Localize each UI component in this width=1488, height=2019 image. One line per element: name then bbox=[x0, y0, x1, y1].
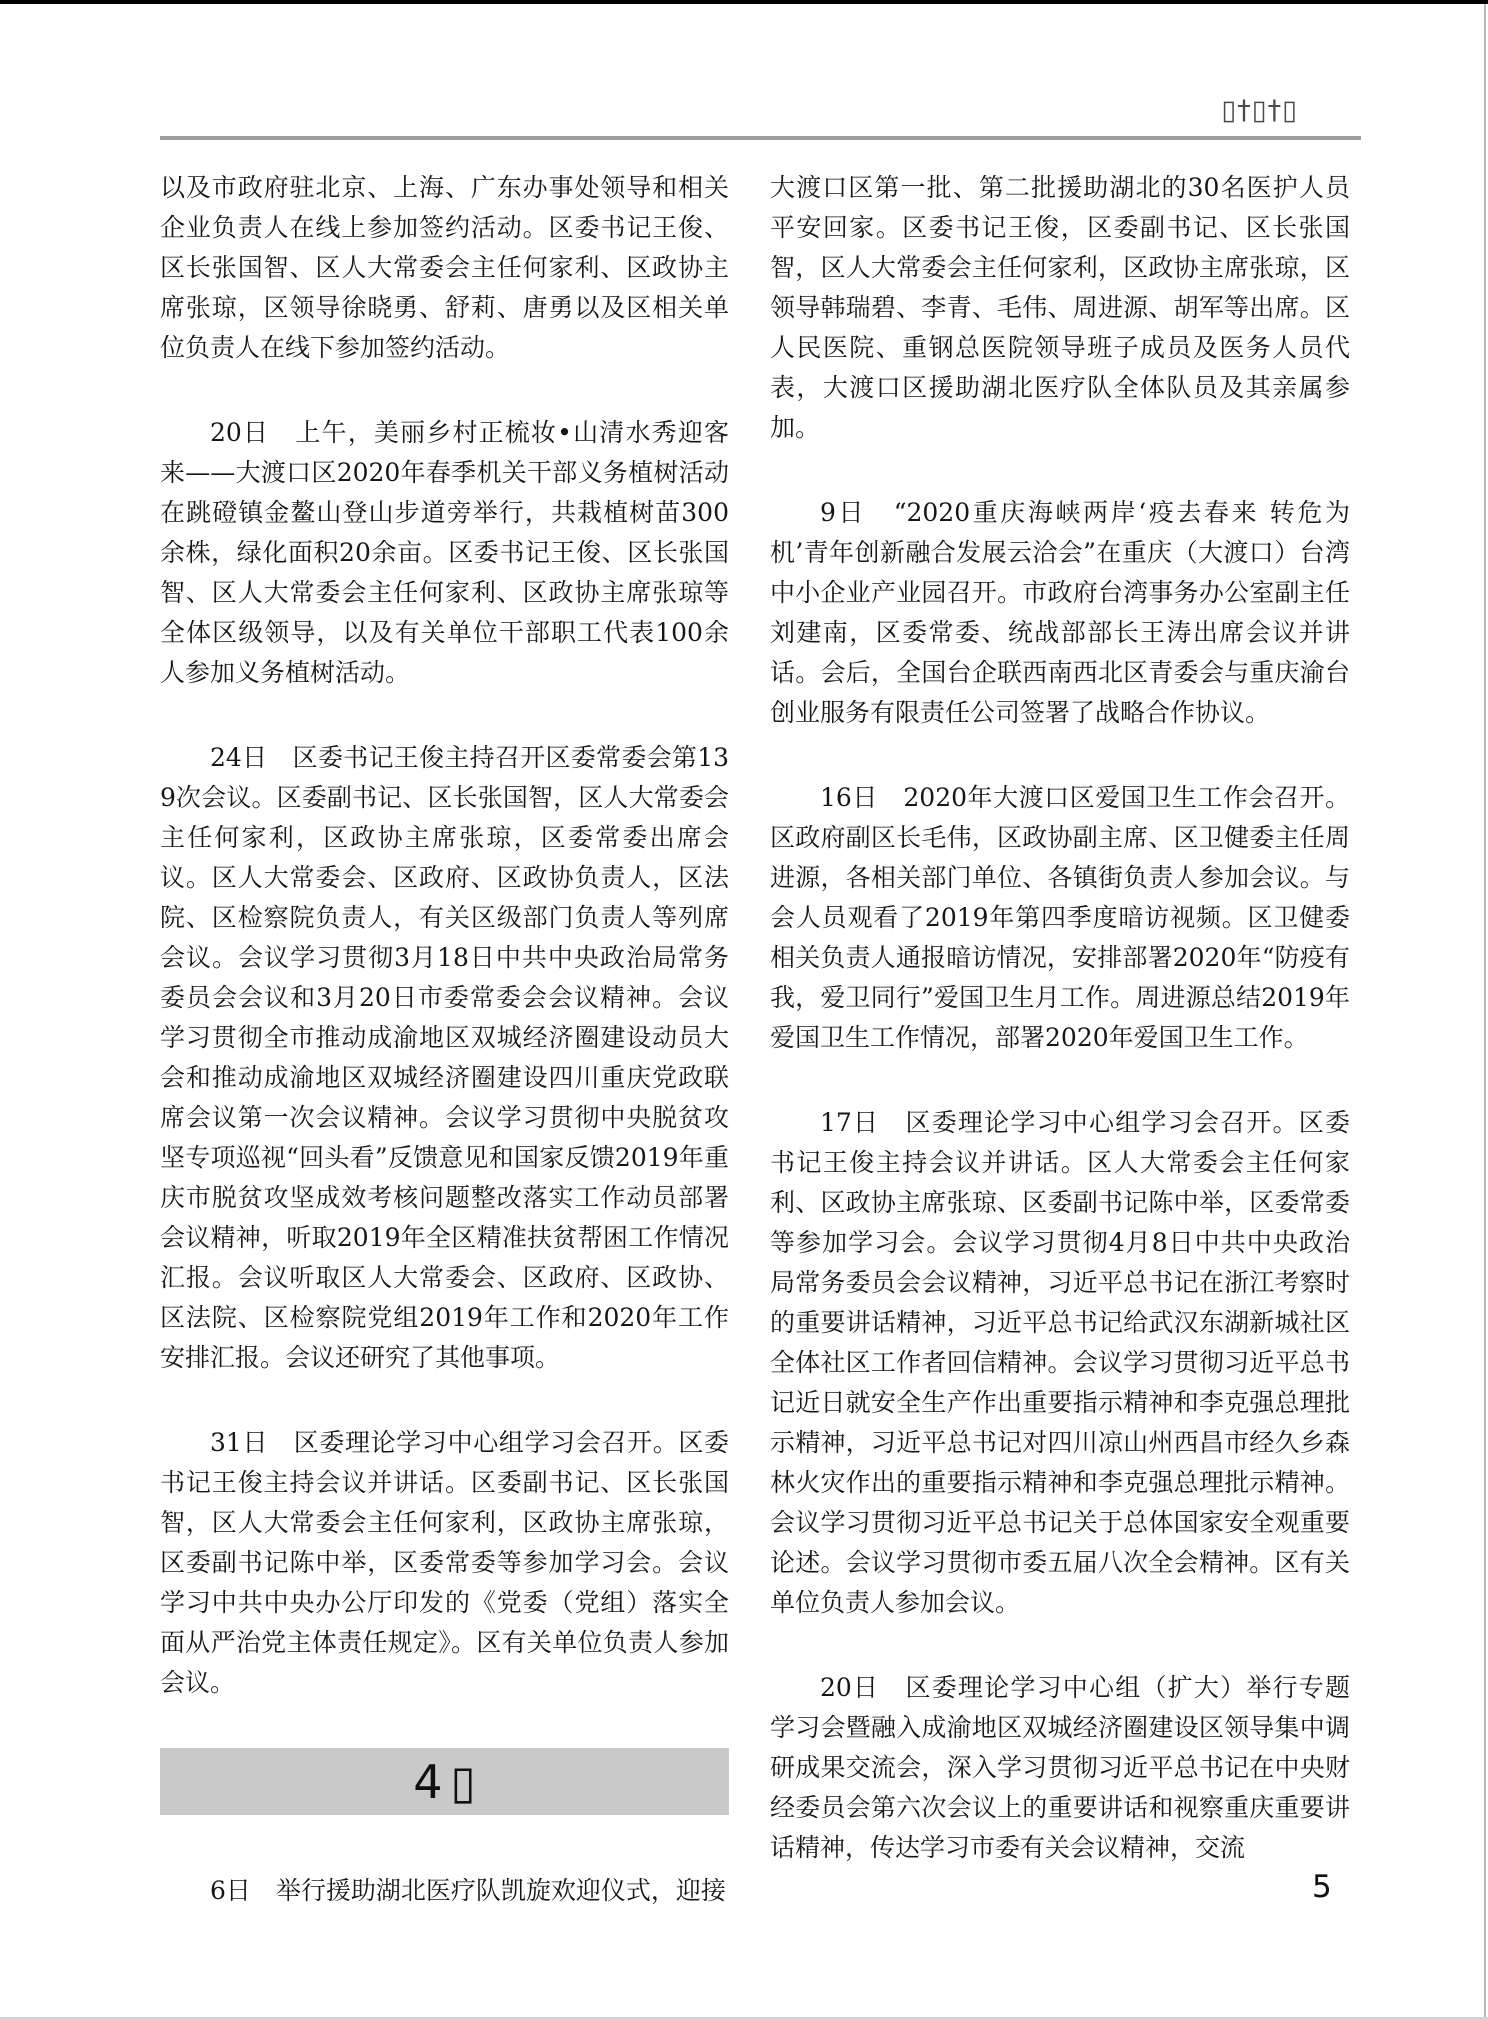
event-paragraph: 16日 2020年大渡口区爱国卫生工作会召开。区政府副区长毛伟，区政协副主席、区卫健委主任周进源，各相关部门单位、各镇街负责人参加会议。与会人员观看了2019年第四季度暗访视频。区卫健委相关负责人通报暗访情况，安排部署2020年“防疫有我，爱卫同行”爱国卫生月工作。周进源总结2019年爱国卫生工作情况，部署2020年爱国卫生工作。 bbox=[770, 783, 1350, 1052]
event-paragraph: 大渡口区第一批、第二批援助湖北的30名医护人员平安回家。区委书记王俊，区委副书记、区长张国智，区人大常委会主任何家利，区政协主席张琼，区领导韩瑞碧、李青、毛伟、周进源、胡军等出席。区人民医院、重钢总医院领导班子成员及医务人员代表，大渡口区援助湖北医疗队全体队员及其亲属参加。 bbox=[770, 173, 1350, 442]
event-paragraph: 9日 “2020重庆海峡两岸‘疫去春来 转危为机’青年创新融合发展云洽会”在重庆（大渡口）台湾中小企业产业园召开。市政府台湾事务办公室副主任刘建南，区委常委、统战部部长王涛出席会议并讲话。会后，全国台企联西南西北区青委会与重庆渝台创业服务有限责任公司签署了战略合作协议。 bbox=[770, 498, 1350, 727]
month-section-label: 4▯ bbox=[413, 1754, 484, 1809]
event-paragraph: 6日 举行援助湖北医疗队凯旋欢迎仪式，迎接 bbox=[210, 1876, 726, 1905]
right-column bbox=[770, 168, 1350, 1868]
event-paragraph: 以及市政府驻北京、上海、广东办事处领导和相关企业负责人在线上参加签约活动。区委书记王俊、区长张国智、区人大常委会主任何家利、区政协主席张琼，区领导徐晓勇、舒莉、唐勇以及区相关单位负责人在线下参加签约活动。 bbox=[160, 173, 729, 362]
event-paragraph: 17日 区委理论学习中心组学习会召开。区委书记王俊主持会议并讲话。区人大常委会主任何家利、区政协主席张琼、区委副书记陈中举，区委常委等参加学习会。会议学习贯彻4月8日中共中央政治局常务委员会会议精神，习近平总书记在浙江考察时的重要讲话精神，习近平总书记给武汉东湖新城社区全体社区工作者回信精神。会议学习贯彻习近平总书记近日就安全生产作出重要指示精神和李克强总理批示精神，习近平总书记对四川凉山州西昌市经久乡森林火灾作出的重要指示精神和李克强总理批示精神。会议学习贯彻习近平总书记关于总体国家安全观重要论述。会议学习贯彻市委五届八次全会精神。区有关单位负责人参加会议。 bbox=[770, 1108, 1350, 1617]
left-column bbox=[160, 168, 729, 1911]
header-rule bbox=[160, 136, 1361, 140]
page-top-edge bbox=[0, 0, 1488, 4]
page-number: 5 bbox=[1312, 1869, 1332, 1905]
event-paragraph: 31日 区委理论学习中心组学习会召开。区委书记王俊主持会议并讲话。区委副书记、区长张国智，区人大常委会主任何家利，区政协主席张琼，区委副书记陈中举，区委常委等参加学习会。会议学习中共中央办公厅印发的《党委（党组）落实全面从严治党主体责任规定》。区有关单位负责人参加会议。 bbox=[160, 1428, 729, 1697]
running-head-glyphs: ▯†▯†▯ bbox=[1221, 95, 1298, 126]
event-paragraph: 24日 区委书记王俊主持召开区委常委会第139次会议。区委副书记、区长张国智，区人大常委会主任何家利，区政协主席张琼，区委常委出席会议。区人大常委会、区政府、区政协负责人，区法院、区检察院负责人，有关区级部门负责人等列席会议。会议学习贯彻3月18日中共中央政治局常务委员会会议和3月20日市委常委会会议精神。会议学习贯彻全市推动成渝地区双城经济圈建设动员大会和推动成渝地区双城经济圈建设四川重庆党政联席会议第一次会议精神。会议学习贯彻中央脱贫攻坚专项巡视“回头看”反馈意见和国家反馈2019年重庆市脱贫攻坚成效考核问题整改落实工作动员部署会议精神，听取2019年全区精准扶贫帮困工作情况汇报。会议听取区人大常委会、区政府、区政协、区法院、区检察院党组2019年工作和2020年工作安排汇报。会议还研究了其他事项。 bbox=[160, 743, 729, 1372]
event-paragraph: 20日 区委理论学习中心组（扩大）举行专题学习会暨融入成渝地区双城经济圈建设区领导集中调研成果交流会，深入学习贯彻习近平总书记在中央财经委员会第六次会议上的重要讲话和视察重庆重要讲话精神，传达学习市委有关会议精神，交流 bbox=[770, 1673, 1350, 1862]
month-section-banner bbox=[160, 1748, 729, 1815]
event-paragraph: 20日 上午，美丽乡村正梳妆•山清水秀迎客来——大渡口区2020年春季机关干部义务植树活动在跳磴镇金鳌山登山步道旁举行，共栽植树苗300余株，绿化面积20余亩。区委书记王俊、区长张国智、区人大常委会主任何家利、区政协主席张琼等全体区级领导，以及有关单位干部职工代表100余人参加义务植树活动。 bbox=[160, 418, 729, 687]
page-right-edge bbox=[1484, 4, 1486, 2017]
